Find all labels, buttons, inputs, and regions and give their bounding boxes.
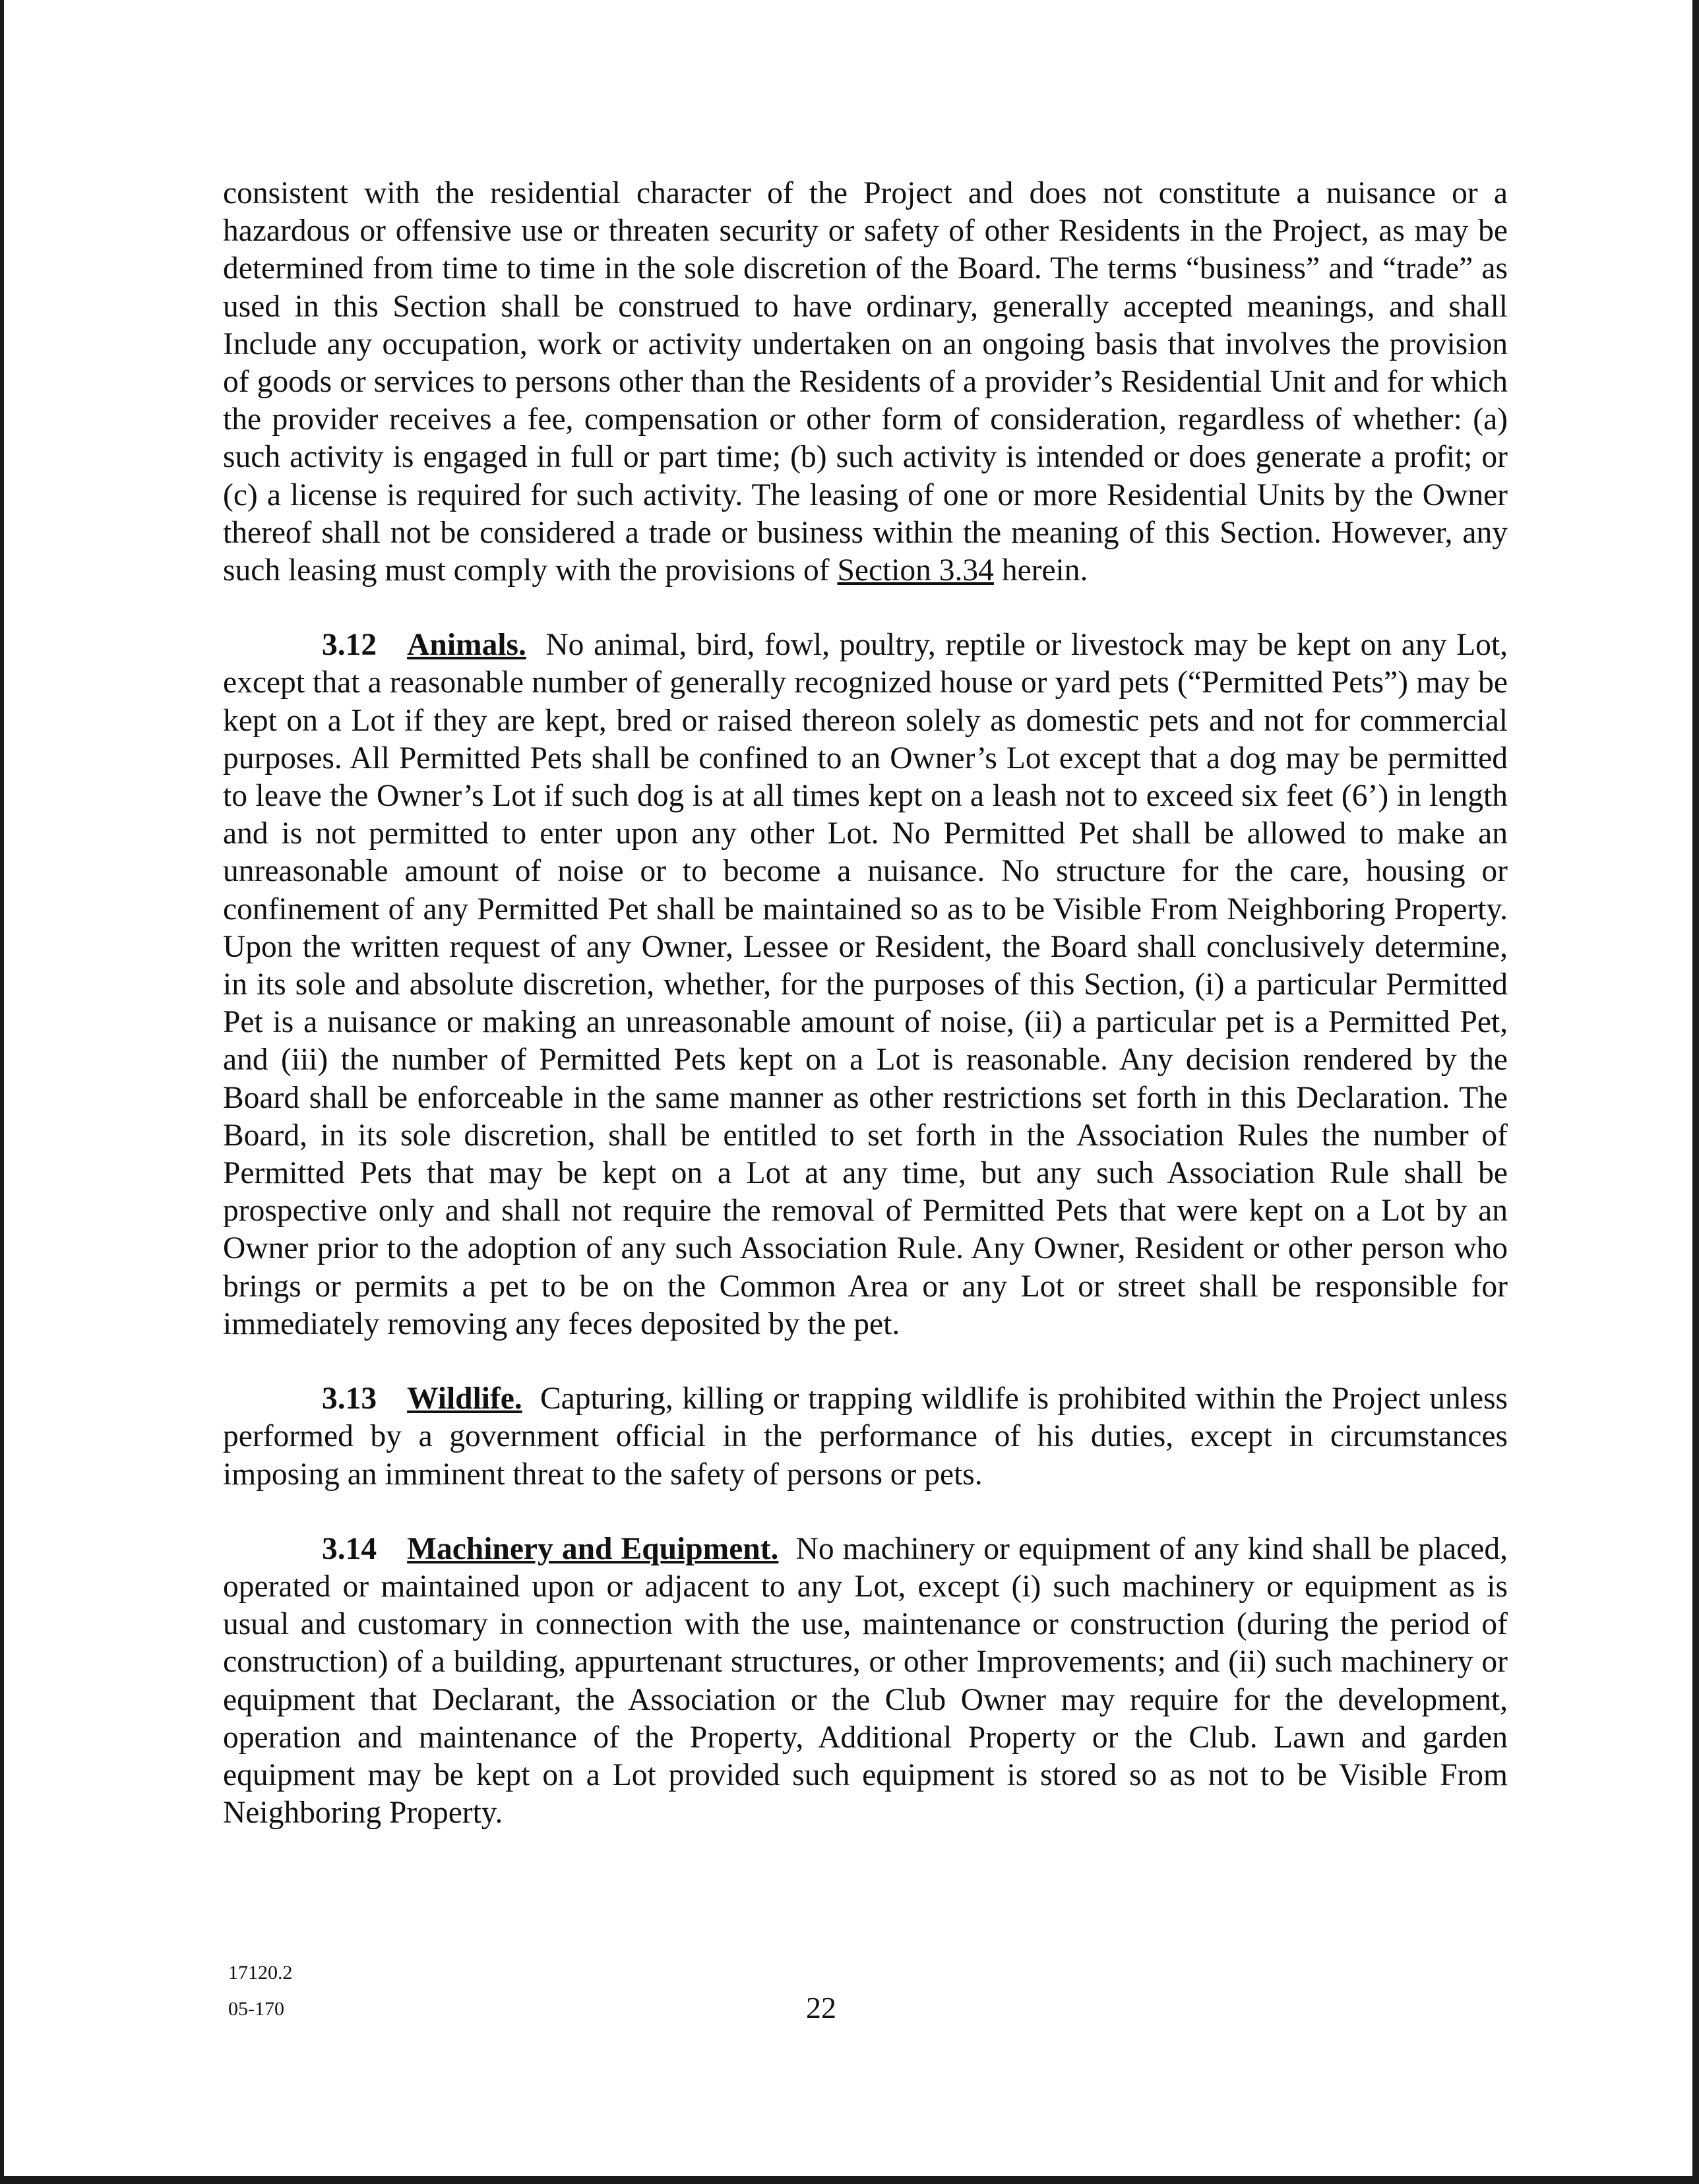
footer-doc-code-secondary: 05-170 [228, 1998, 284, 2020]
document-body [223, 175, 1508, 1832]
continuation-text-end: herein. [1001, 553, 1088, 588]
section-number: 3.12 [322, 628, 377, 663]
section-3-14 [223, 1531, 1508, 1833]
continuation-text: consistent with the residential character of the Project and does not constitute a nuisance or a hazardous or offensive use or threaten security or safety of other Residents in the Project, as may be determined from time to time in the sole discretion of the Board. The terms “business” and “trade” as used in this Section shall be construed to have ordinary, generally accepted meanings, and shall Include any occupation, work or activity undertaken on an ongoing basis that involves the provision of goods or services to persons other than the Residents of a provider’s Residential Unit and for which the provider receives a fee, compensation or other form of consideration, regardless of whether: (a) such activity is engaged in full or part time; (b) such activity is intended or does generate a profit; or (c) a license is required for such activity. The leasing of one or more Residential Units by the Owner thereof shall not be considered a trade or business within the meaning of this Section. However, any such leasing must comply with the provisions of [223, 176, 1508, 588]
section-title: Animals. [407, 628, 526, 663]
section-text: No animal, bird, fowl, poultry, reptile or livestock may be kept on any Lot, except that a reasonable number of generally recognized house or yard pets (“Permitted Pets”) may be kept on a Lot if they are kept, bred or raised thereon solely as domestic pets and not for commercial purposes. All Permitted Pets shall be confined to an Owner’s Lot except that a dog may be permitted to leave the Owner’s Lot if such dog is at all times kept on a leash not to exceed six feet (6’) in length and is not permitted to enter upon any other Lot. No Permitted Pet shall be allowed to make an unreasonable amount of noise or to become a nuisance. No structure for the care, housing or confinement of any Permitted Pet shall be maintained so as to be Visible From Neighboring Property. Upon the written request of any Owner, Lessee or Resident, the Board shall conclusively determine, in its sole and absolute discretion, whether, for the purposes of this Section, (i) a particular Permitted Pet is a nuisance or making an unreasonable amount of noise, (ii) a particular pet is a Permitted Pet, and (iii) the number of Permitted Pets kept on a Lot is reasonable. Any decision rendered by the Board shall be enforceable in the same manner as other restrictions set forth in this Declaration. The Board, in its sole discretion, shall be entitled to set forth in the Association Rules the number of Permitted Pets that may be kept on a Lot at any time, but any such Association Rule shall be prospective only and shall not require the removal of Permitted Pets that were kept on a Lot by an Owner prior to the adoption of any such Association Rule. Any Owner, Resident or other person who brings or permits a pet to be on the Common Area or any Lot or street shall be responsible for immediately removing any feces deposited by the pet. [223, 628, 1508, 1341]
section-title: Machinery and Equipment. [407, 1531, 779, 1566]
section-text: No machinery or equipment of any kind shall be placed, operated or maintained upon or adjacent to any Lot, except (i) such machinery or equipment as is usual and customary in connection with the use, maintenance or construction (during the period of construction) of a building, appurtenant structures, or other Improvements; and (ii) such machinery or equipment that Declarant, the Association or the Club Owner may require for the development, operation and maintenance of the Property, Additional Property or the Club. Lawn and garden equipment may be kept on a Lot provided such equipment is stored so as not to be Visible From Neighboring Property. [223, 1531, 1508, 1831]
section-3-12 [223, 626, 1508, 1343]
section-number: 3.14 [322, 1531, 377, 1566]
section-reference-link: Section 3.34 [837, 553, 994, 588]
section-title: Wildlife. [407, 1381, 522, 1416]
footer-doc-code: 17120.2 [228, 1962, 293, 1984]
section-text: Capturing, killing or trapping wildlife is prohibited within the Project unless performed by a government official in the performance of his duties, except in circumstances imposing an imminent threat to the safety of persons or pets. [223, 1381, 1508, 1492]
section-3-13 [223, 1380, 1508, 1494]
page-number: 22 [806, 1991, 836, 2024]
scan-border-right [1692, 0, 1699, 2184]
section-number: 3.13 [322, 1381, 377, 1416]
scan-border-bottom [0, 2176, 1699, 2184]
scan-border-left [0, 0, 4, 2184]
continuation-paragraph [223, 175, 1508, 590]
